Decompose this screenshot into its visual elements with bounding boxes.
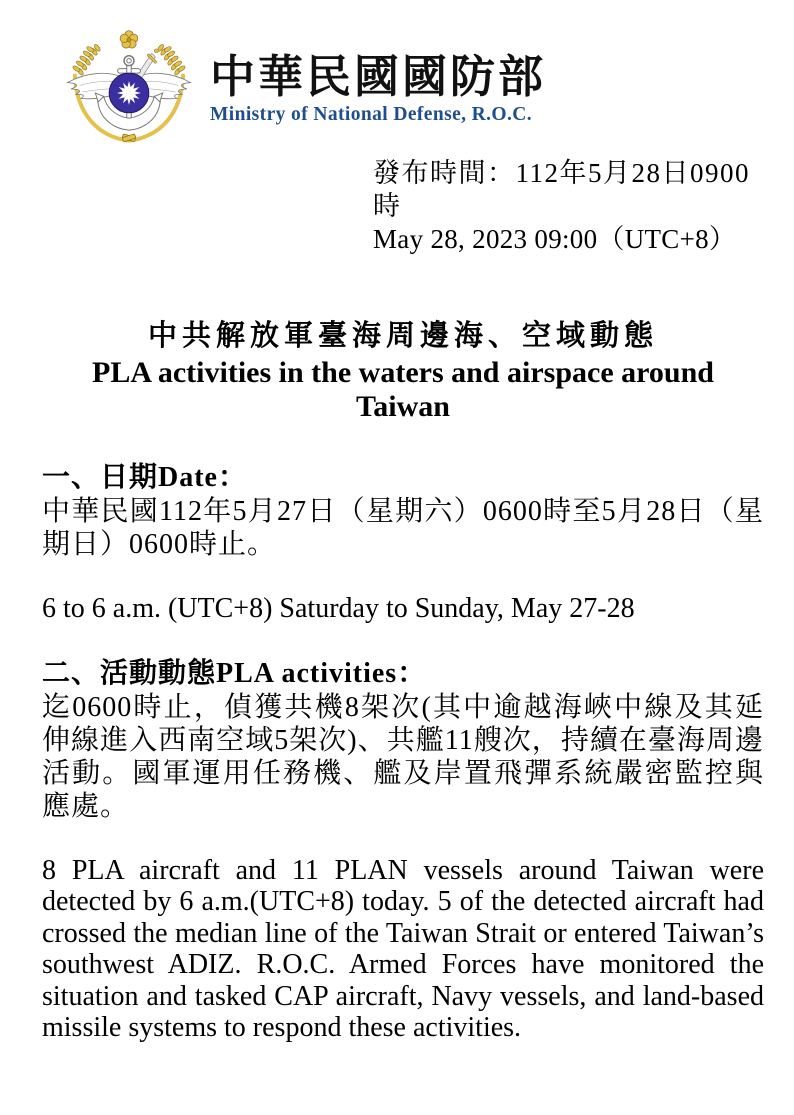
doc-body (42, 461, 764, 1044)
release-time (373, 157, 764, 256)
release-time-zh: 發布時間：112年5月28日0900時 (373, 158, 750, 221)
section-date-body-en: 6 to 6 a.m. (UTC+8) Saturday to Sunday, May 27-28 (42, 593, 635, 624)
plum-blossom-icon (120, 31, 138, 48)
org-names (210, 52, 546, 127)
section-date-heading: 一、日期Date： (42, 462, 247, 493)
doc-title-zh: 中共解放軍臺海周邊海、空域動態 (147, 320, 658, 352)
mnd-emblem-icon (54, 26, 204, 150)
org-name-en: Ministry of National Defense, R.O.C. (210, 104, 533, 125)
release-time-en: May 28, 2023 09:00（UTC+8） (373, 224, 737, 254)
section-activities-body-zh: 迄0600時止，偵獲共機8架次(其中逾越海峽中線及其延伸線進入西南空域5架次)、共艦11艘次，持續在臺海周邊活動。國軍運用任務機、艦及岸置飛彈系統嚴密監控與應處。 (42, 691, 764, 822)
header (54, 26, 764, 150)
section-activities-body-en: 8 PLA aircraft and 11 PLAN vessels around Taiwan were detected by 6 a.m.(UTC+8) today. 5 of the detected aircraft had crossed the median line of the Taiwan Strait or entered Taiwan’s southwest ADIZ. R.O.C. Armed Forces have monitored the situation and tasked CAP aircraft, Navy vessels, and land-based missile systems to respond these activities. (42, 854, 764, 1043)
sun-icon (109, 73, 149, 113)
doc-title-en: PLA activities in the waters and airspace around Taiwan (92, 356, 714, 423)
section-date-body-zh: 中華民國112年5月27日（星期六）0600時至5月28日（星期日）0600時止。 (42, 496, 764, 560)
section-activities (42, 657, 764, 1044)
section-activities-heading: 二、活動動態PLA activities： (42, 657, 427, 689)
org-name-zh: 中華民國國防部 (210, 52, 547, 102)
section-date (42, 461, 764, 625)
mnd-emblem (54, 26, 204, 150)
